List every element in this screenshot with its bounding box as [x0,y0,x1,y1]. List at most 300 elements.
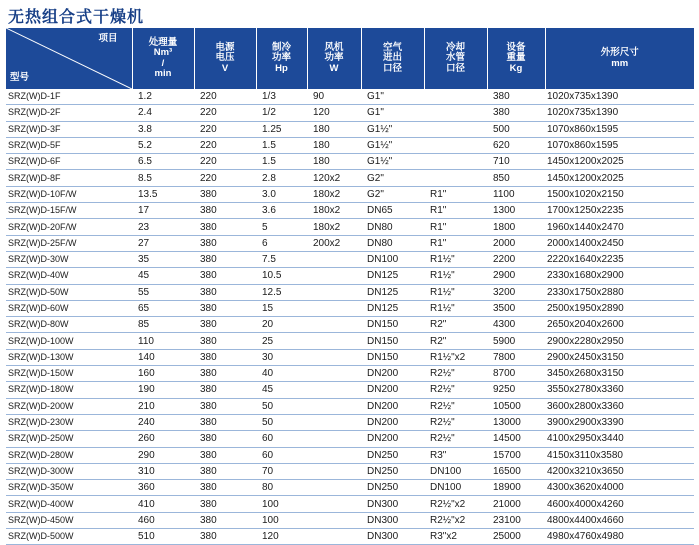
cell-water-pipe [424,170,487,186]
cell-water-pipe [424,105,487,121]
cell-air-port: DN200 [361,366,424,382]
cell-weight: 9250 [487,382,545,398]
cell-air-port: DN125 [361,284,424,300]
table-row [6,414,694,430]
table-row [6,121,694,137]
cell-water-pipe: R1½" [424,300,487,316]
table-row [6,512,694,528]
cell-fan-power: 180 [307,121,361,137]
cell-fan-power [307,366,361,382]
cell-capacity: 17 [132,203,194,219]
cell-air-port: DN150 [361,333,424,349]
header-label-line: Hp [275,62,288,74]
header-label-line: min [154,68,172,79]
cell-model: SRZ(W)D-2F [6,105,132,121]
cell-dimensions: 1070x860x1595 [545,121,694,137]
header-label-line: Nm³ [153,47,173,58]
table-row [6,431,694,447]
cell-refrigeration-power: 1.25 [256,121,307,137]
header-label-line: 外形尺寸 [600,47,639,58]
table-row [6,333,694,349]
cell-dimensions: 3450x2680x3150 [545,366,694,382]
cell-fan-power [307,447,361,463]
cell-air-port: G1½" [361,137,424,153]
cell-weight: 2200 [487,251,545,267]
cell-air-port: G1" [361,105,424,121]
cell-refrigeration-power: 1/2 [256,105,307,121]
cell-capacity: 510 [132,529,194,545]
cell-fan-power: 120x2 [307,170,361,186]
cell-water-pipe: R1" [424,235,487,251]
table-row [6,203,694,219]
cell-model: SRZ(W)D-20F/W [6,219,132,235]
header-row [6,28,694,89]
cell-refrigeration-power: 45 [256,382,307,398]
cell-fan-power: 180x2 [307,186,361,202]
cell-capacity: 45 [132,268,194,284]
cell-fan-power [307,414,361,430]
cell-capacity: 8.5 [132,170,194,186]
cell-weight: 850 [487,170,545,186]
cell-model: SRZ(W)D-450W [6,512,132,528]
cell-capacity: 55 [132,284,194,300]
table-row [6,480,694,496]
header-label-line: V [221,62,229,74]
header-label-line: W [329,62,339,74]
cell-dimensions: 3550x2780x3360 [545,382,694,398]
cell-weight: 2000 [487,235,545,251]
cell-voltage: 380 [194,414,256,430]
cell-dimensions: 2220x1640x2235 [545,251,694,267]
cell-fan-power: 180 [307,137,361,153]
cell-capacity: 460 [132,512,194,528]
cell-water-pipe [424,154,487,170]
cell-voltage: 380 [194,284,256,300]
table-row [6,463,694,479]
cell-voltage: 380 [194,480,256,496]
cell-weight: 25000 [487,529,545,545]
cell-fan-power: 180x2 [307,219,361,235]
cell-weight: 13000 [487,414,545,430]
table-row [6,105,694,121]
cell-capacity: 65 [132,300,194,316]
cell-capacity: 190 [132,382,194,398]
table-row [6,137,694,153]
cell-dimensions: 4300x3620x4000 [545,480,694,496]
cell-air-port: G1½" [361,154,424,170]
cell-refrigeration-power: 6 [256,235,307,251]
cell-voltage: 220 [194,170,256,186]
cell-weight: 500 [487,121,545,137]
cell-model: SRZ(W)D-100W [6,333,132,349]
cell-refrigeration-power: 60 [256,431,307,447]
cell-air-port: DN300 [361,529,424,545]
table-row [6,529,694,545]
cell-weight: 18900 [487,480,545,496]
cell-model: SRZ(W)D-180W [6,382,132,398]
cell-air-port: DN200 [361,398,424,414]
cell-capacity: 290 [132,447,194,463]
cell-capacity: 3.8 [132,121,194,137]
cell-fan-power [307,529,361,545]
cell-model: SRZ(W)D-60W [6,300,132,316]
cell-weight: 21000 [487,496,545,512]
cell-voltage: 380 [194,251,256,267]
cell-model: SRZ(W)D-1F [6,89,132,105]
cell-dimensions: 1020x735x1390 [545,89,694,105]
cell-voltage: 380 [194,317,256,333]
cell-capacity: 310 [132,463,194,479]
cell-model: SRZ(W)D-280W [6,447,132,463]
cell-water-pipe: R1" [424,186,487,202]
cell-water-pipe [424,121,487,137]
cell-voltage: 380 [194,382,256,398]
cell-model: SRZ(W)D-6F [6,154,132,170]
cell-dimensions: 1070x860x1595 [545,137,694,153]
cell-voltage: 380 [194,447,256,463]
cell-dimensions: 4100x2950x3440 [545,431,694,447]
cell-model: SRZ(W)D-200W [6,398,132,414]
cell-air-port: DN125 [361,268,424,284]
cell-dimensions: 2900x2280x2950 [545,333,694,349]
cell-weight: 710 [487,154,545,170]
header-label-line: 重量 [506,52,526,64]
header-label-line: 电压 [215,52,235,64]
header-label-line: 口径 [382,62,402,74]
cell-model: SRZ(W)D-400W [6,496,132,512]
cell-weight: 5900 [487,333,545,349]
cell-dimensions: 2650x2040x2600 [545,317,694,333]
cell-refrigeration-power: 10.5 [256,268,307,284]
cell-fan-power: 180x2 [307,203,361,219]
cell-fan-power [307,496,361,512]
cell-air-port: G2" [361,186,424,202]
cell-weight: 3500 [487,300,545,316]
cell-water-pipe: R2" [424,333,487,349]
cell-fan-power [307,480,361,496]
cell-capacity: 27 [132,235,194,251]
cell-fan-power [307,398,361,414]
cell-model: SRZ(W)D-40W [6,268,132,284]
cell-model: SRZ(W)D-30W [6,251,132,267]
cell-dimensions: 2900x2450x3150 [545,349,694,365]
table-row [6,284,694,300]
cell-fan-power [307,251,361,267]
cell-dimensions: 2330x1680x2900 [545,268,694,284]
cell-weight: 10500 [487,398,545,414]
cell-refrigeration-power: 1.5 [256,137,307,153]
cell-voltage: 380 [194,300,256,316]
cell-dimensions: 1960x1440x2470 [545,219,694,235]
cell-voltage: 380 [194,333,256,349]
cell-air-port: DN150 [361,349,424,365]
cell-air-port: DN65 [361,203,424,219]
cell-air-port: DN100 [361,251,424,267]
cell-water-pipe: R3"x2 [424,529,487,545]
cell-air-port: G2" [361,170,424,186]
cell-voltage: 380 [194,496,256,512]
cell-model: SRZ(W)D-230W [6,414,132,430]
spec-table-body [6,89,694,545]
header-weight [487,28,545,89]
cell-capacity: 410 [132,496,194,512]
cell-dimensions: 4800x4400x4660 [545,512,694,528]
header-label-line: 处理量 [148,36,178,48]
header-label-line: 功率 [324,52,344,64]
cell-model: SRZ(W)D-80W [6,317,132,333]
header-label-line: 电源 [215,41,235,53]
cell-model: SRZ(W)D-25F/W [6,235,132,251]
header-refrigeration-power [256,28,307,89]
cell-model: SRZ(W)D-500W [6,529,132,545]
cell-model: SRZ(W)D-300W [6,463,132,479]
cell-refrigeration-power: 40 [256,366,307,382]
cell-voltage: 380 [194,235,256,251]
cell-water-pipe: R2½" [424,382,487,398]
table-row [6,398,694,414]
cell-fan-power [307,300,361,316]
table-row [6,366,694,382]
cell-water-pipe: DN100 [424,463,487,479]
cell-voltage: 380 [194,203,256,219]
spec-table [6,28,694,545]
cell-voltage: 220 [194,121,256,137]
cell-fan-power [307,463,361,479]
cell-capacity: 23 [132,219,194,235]
cell-fan-power [307,284,361,300]
cell-capacity: 210 [132,398,194,414]
cell-refrigeration-power: 50 [256,398,307,414]
table-row [6,219,694,235]
header-corner-cell [6,28,132,89]
cell-capacity: 360 [132,480,194,496]
cell-refrigeration-power: 120 [256,529,307,545]
table-row [6,186,694,202]
cell-dimensions: 1020x735x1390 [545,105,694,121]
cell-weight: 620 [487,137,545,153]
cell-refrigeration-power: 7.5 [256,251,307,267]
cell-capacity: 2.4 [132,105,194,121]
cell-dimensions: 1450x1200x2025 [545,170,694,186]
cell-model: SRZ(W)D-350W [6,480,132,496]
cell-air-port: G1½" [361,121,424,137]
cell-refrigeration-power: 100 [256,512,307,528]
cell-capacity: 110 [132,333,194,349]
cell-model: SRZ(W)D-3F [6,121,132,137]
cell-voltage: 220 [194,137,256,153]
cell-fan-power: 180 [307,154,361,170]
table-row [6,154,694,170]
cell-air-port: DN80 [361,219,424,235]
header-label-line: Kg [509,62,523,74]
cell-weight: 3200 [487,284,545,300]
cell-refrigeration-power: 3.0 [256,186,307,202]
cell-refrigeration-power: 60 [256,447,307,463]
cell-refrigeration-power: 15 [256,300,307,316]
cell-model: SRZ(W)D-8F [6,170,132,186]
cell-air-port: DN150 [361,317,424,333]
cell-dimensions: 1500x1020x2150 [545,186,694,202]
cell-water-pipe [424,89,487,105]
cell-voltage: 380 [194,268,256,284]
cell-model: SRZ(W)D-250W [6,431,132,447]
table-row [6,317,694,333]
cell-fan-power [307,382,361,398]
cell-weight: 380 [487,89,545,105]
cell-fan-power [307,333,361,349]
cell-refrigeration-power: 25 [256,333,307,349]
cell-fan-power [307,268,361,284]
cell-weight: 1100 [487,186,545,202]
cell-water-pipe: R2½" [424,366,487,382]
cell-fan-power [307,431,361,447]
cell-fan-power: 90 [307,89,361,105]
cell-dimensions: 2500x1950x2890 [545,300,694,316]
cell-weight: 7800 [487,349,545,365]
cell-weight: 23100 [487,512,545,528]
cell-refrigeration-power: 50 [256,414,307,430]
cell-weight: 380 [487,105,545,121]
header-capacity [132,28,194,89]
cell-water-pipe: R1½" [424,251,487,267]
cell-voltage: 380 [194,398,256,414]
cell-weight: 1300 [487,203,545,219]
cell-air-port: DN200 [361,431,424,447]
cell-weight: 8700 [487,366,545,382]
table-row [6,349,694,365]
cell-air-port: DN250 [361,463,424,479]
header-label-line: 口径 [445,62,465,74]
cell-model: SRZ(W)D-15F/W [6,203,132,219]
page-title: 无热组合式干燥机 [8,7,145,26]
table-row [6,89,694,105]
cell-water-pipe: R2½" [424,431,487,447]
cell-refrigeration-power: 80 [256,480,307,496]
table-row [6,300,694,316]
cell-water-pipe: R1½" [424,268,487,284]
cell-air-port: DN200 [361,414,424,430]
header-label-line: 功率 [271,52,291,64]
cell-capacity: 6.5 [132,154,194,170]
cell-refrigeration-power: 5 [256,219,307,235]
header-label-line: 制冷 [271,41,291,53]
cell-voltage: 380 [194,463,256,479]
cell-model: SRZ(W)D-150W [6,366,132,382]
header-label-line: 冷却 [445,41,465,53]
table-row [6,382,694,398]
cell-weight: 15700 [487,447,545,463]
cell-model: SRZ(W)D-10F/W [6,186,132,202]
cell-weight: 14500 [487,431,545,447]
cell-voltage: 380 [194,186,256,202]
cell-dimensions: 1700x1250x2235 [545,203,694,219]
cell-air-port: DN300 [361,496,424,512]
cell-refrigeration-power: 1.5 [256,154,307,170]
cell-voltage: 380 [194,219,256,235]
cell-capacity: 240 [132,414,194,430]
cell-refrigeration-power: 2.8 [256,170,307,186]
cell-fan-power: 200x2 [307,235,361,251]
cell-air-port: G1" [361,89,424,105]
header-dimensions [545,28,694,89]
cell-dimensions: 4150x3110x3580 [545,447,694,463]
cell-water-pipe: R1" [424,219,487,235]
table-row [6,170,694,186]
cell-water-pipe: R3" [424,447,487,463]
cell-air-port: DN200 [361,382,424,398]
cell-water-pipe: R2½"x2 [424,496,487,512]
cell-dimensions: 2000x1400x2450 [545,235,694,251]
cell-air-port: DN250 [361,480,424,496]
cell-voltage: 380 [194,529,256,545]
cell-water-pipe [424,137,487,153]
header-item-label: 项目 [98,33,118,44]
cell-model: SRZ(W)D-130W [6,349,132,365]
cell-voltage: 380 [194,512,256,528]
cell-water-pipe: R2½"x2 [424,512,487,528]
cell-capacity: 1.2 [132,89,194,105]
table-row [6,268,694,284]
cell-voltage: 380 [194,366,256,382]
table-row [6,496,694,512]
header-air-port [361,28,424,89]
cell-water-pipe: R2½" [424,414,487,430]
cell-weight: 2900 [487,268,545,284]
cell-capacity: 85 [132,317,194,333]
cell-capacity: 5.2 [132,137,194,153]
cell-weight: 1800 [487,219,545,235]
header-label-line: 风机 [324,41,344,53]
cell-water-pipe: DN100 [424,480,487,496]
cell-dimensions: 4200x3210x3650 [545,463,694,479]
header-label-line: 空气 [382,41,402,53]
cell-capacity: 160 [132,366,194,382]
cell-dimensions: 2330x1750x2880 [545,284,694,300]
cell-refrigeration-power: 20 [256,317,307,333]
cell-capacity: 35 [132,251,194,267]
cell-voltage: 220 [194,154,256,170]
cell-water-pipe: R1" [424,203,487,219]
cell-fan-power [307,349,361,365]
cell-water-pipe: R2" [424,317,487,333]
cell-model: SRZ(W)D-50W [6,284,132,300]
cell-refrigeration-power: 12.5 [256,284,307,300]
header-label-line: mm [611,57,629,69]
cell-dimensions: 4600x4000x4260 [545,496,694,512]
cell-fan-power [307,317,361,333]
cell-air-port: DN300 [361,512,424,528]
cell-dimensions: 3900x2900x3390 [545,414,694,430]
header-water-pipe [424,28,487,89]
cell-model: SRZ(W)D-5F [6,137,132,153]
cell-weight: 16500 [487,463,545,479]
cell-refrigeration-power: 1/3 [256,89,307,105]
cell-voltage: 380 [194,431,256,447]
cell-water-pipe: R2½" [424,398,487,414]
cell-dimensions: 4980x4760x4980 [545,529,694,545]
cell-voltage: 380 [194,349,256,365]
header-voltage [194,28,256,89]
cell-refrigeration-power: 100 [256,496,307,512]
table-row [6,235,694,251]
cell-refrigeration-power: 3.6 [256,203,307,219]
cell-voltage: 220 [194,105,256,121]
cell-fan-power: 120 [307,105,361,121]
cell-water-pipe: R1½" [424,284,487,300]
header-fan-power [307,28,361,89]
header-label-line: 设备 [506,41,526,53]
header-label-line: / [161,57,165,69]
